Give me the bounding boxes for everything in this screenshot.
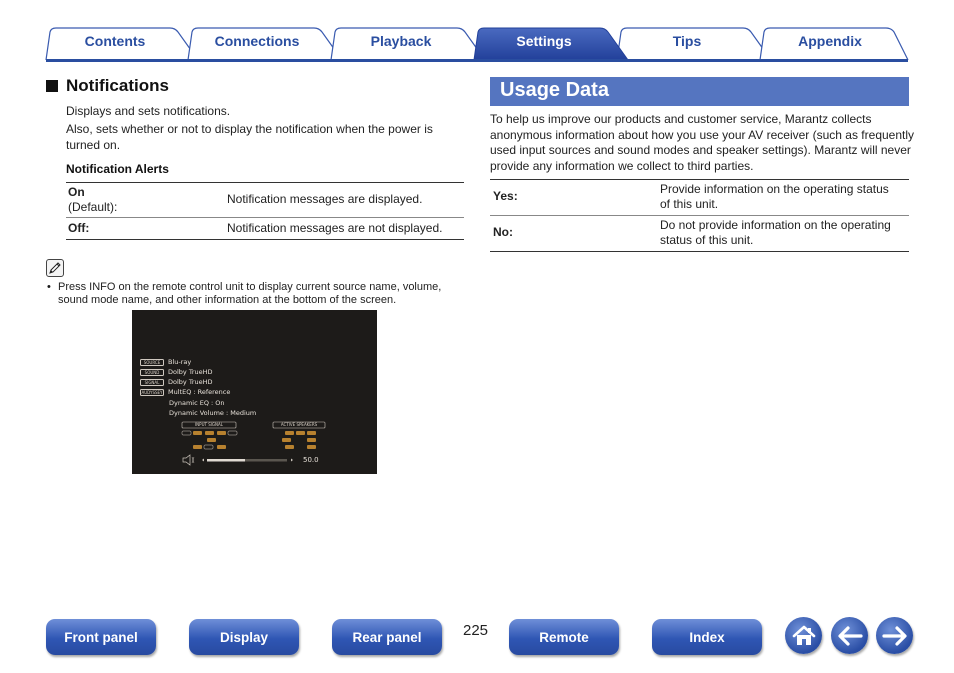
note-text: Press INFO on the remote control unit to display current source name, volume, sound mode name, and other information at the bottom of the screen. [58,281,442,306]
notifications-line2b: turned on. [66,138,121,152]
index-button[interactable]: Index [652,619,762,655]
home-icon [791,623,817,649]
front-panel-button[interactable]: Front panel [46,619,156,655]
usage-table-bottom-rule [490,251,909,252]
usage-data-title: Usage Data [500,79,609,101]
section-square-icon [46,80,58,92]
tab-connections-label: Connections [214,33,300,49]
osd-value-audyssey: MultEQ : Reference [168,388,231,396]
option-off: Off: [68,221,90,235]
osd-value-sound: Dolby TrueHD [168,368,213,376]
notification-alerts-heading: Notification Alerts [66,162,169,176]
arrow-right-icon [881,625,909,647]
option-on: On [68,185,85,199]
pencil-note-icon [46,259,64,277]
osd-tag-sound: SOUND [140,369,164,376]
rear-panel-button[interactable]: Rear panel [332,619,442,655]
option-off-description: Notification messages are not displayed. [227,221,443,235]
osd-dynamic-volume: Dynamic Volume : Medium [169,409,257,417]
notifications-line2a: Also, sets whether or not to display the notification when the power is [66,122,433,136]
tab-tips-label: Tips [672,33,702,49]
notifications-title: Notifications [66,76,169,95]
notifications-line1: Displays and sets notifications. [66,104,231,118]
usage-option-no: No: [493,225,513,239]
osd-screen-image [132,310,377,474]
option-on-default: (Default): [68,200,118,214]
usage-yes-desc2: of this unit. [660,197,719,211]
osd-input-signal-label: INPUT SIGNAL [194,422,223,427]
remote-button[interactable]: Remote [509,619,619,655]
osd-tag-source: SOURCE [140,359,164,366]
usage-no-desc2: status of this unit. [660,233,754,247]
tab-contents-label: Contents [84,33,146,49]
osd-active-speakers-label: ACTIVE SPEAKERS [280,422,318,427]
osd-tag-audyssey: AUDYSSEY [141,389,163,395]
osd-value-signal: Dolby TrueHD [168,378,213,386]
usage-table-top-rule [490,179,909,180]
table-top-rule [66,182,464,183]
osd-value-source: Blu-ray [168,358,192,366]
osd-tag-signal: SIGNAL [140,379,164,386]
page-number: 225 [463,622,489,639]
home-button[interactable] [785,617,822,654]
back-button[interactable] [831,617,868,654]
display-button[interactable]: Display [189,619,299,655]
chapter-tabs [0,0,954,64]
tab-playback-label: Playback [370,33,432,49]
option-on-description: Notification messages are displayed. [227,192,423,206]
osd-volume-value: 50.0 [303,456,319,464]
osd-graphics [132,310,377,474]
notifications-heading [46,76,169,96]
arrow-left-icon [836,625,864,647]
osd-dynamic-eq: Dynamic EQ : On [169,399,225,407]
forward-button[interactable] [876,617,913,654]
tab-appendix-label: Appendix [798,33,862,49]
tab-settings-label: Settings [516,33,572,49]
usage-yes-desc1: Provide information on the operating status [660,182,889,196]
usage-data-intro: To help us improve our products and customer service, Marantz collects anonymous information about how you use your AV receiver (such as frequently used input sources and sound modes and speaker settings). Marantz will never provide any information we collect to third parties. [490,112,915,173]
usage-no-desc1: Do not provide information on the operating [660,218,891,232]
table-bottom-rule [66,239,464,240]
note-bullet: • [47,281,51,293]
usage-table-row-rule [490,215,909,216]
table-row-rule [66,217,464,218]
usage-option-yes: Yes: [493,189,518,203]
